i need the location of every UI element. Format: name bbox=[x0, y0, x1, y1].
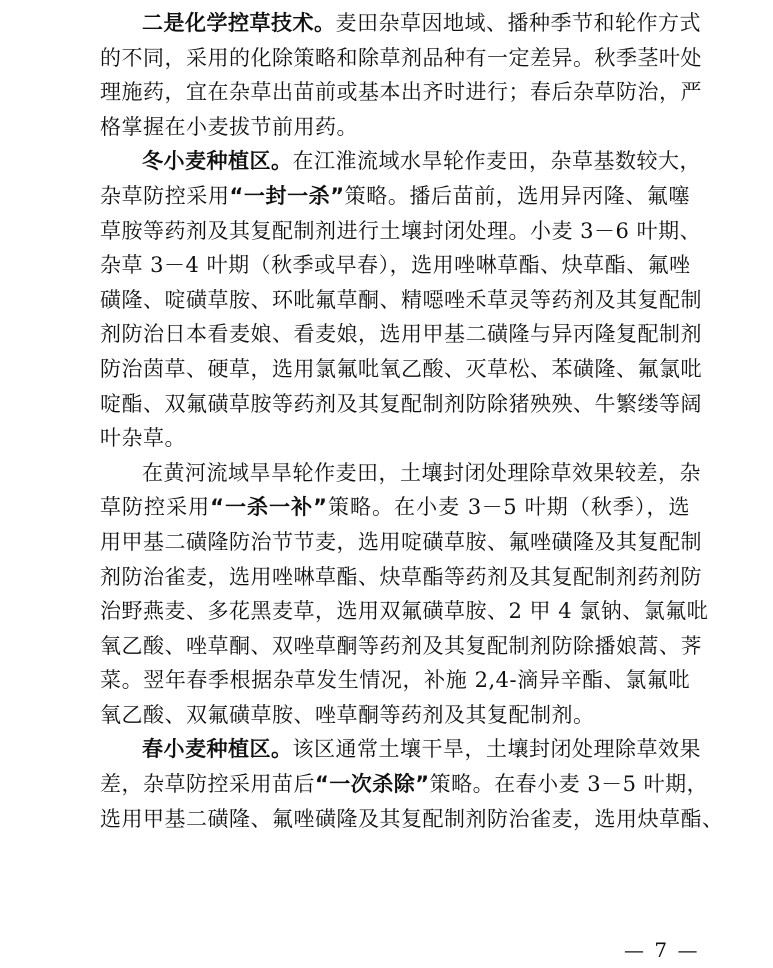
paragraph-chemical-weed-control bbox=[100, 0, 702, 144]
bold-strategy: “一次杀除” bbox=[315, 772, 430, 797]
text-line: 格掌握在小麦拔节前用药。 bbox=[100, 114, 358, 139]
bold-heading: 二是化学控草技术。 bbox=[142, 11, 336, 35]
bold-heading: 春小麦种植区。 bbox=[142, 737, 293, 762]
text-line: 在黄河流域旱旱轮作麦田，土壤封闭处理除草效果较差，杂 bbox=[142, 460, 701, 485]
text-line: 氧乙酸、双氟磺草胺、唑草酮等药剂及其复配制剂。 bbox=[100, 702, 595, 727]
text-line: 差，杂草防控采用苗后“一次杀除”策略。在春小麦 3－5 叶期， bbox=[100, 772, 709, 797]
text-line: 氧乙酸、唑草酮、双唑草酮等药剂及其复配制剂防除播娘蒿、荠 bbox=[100, 633, 702, 658]
paragraph-yellow-river bbox=[100, 456, 709, 733]
document-page bbox=[100, 0, 724, 836]
text-line: 春小麦种植区。该区通常土壤干旱，土壤封闭处理除草效果 bbox=[142, 737, 701, 762]
text-line: 理施药，宜在杂草出苗前或基本出齐时进行；春后杂草防治，严 bbox=[100, 80, 702, 105]
text-line: 草胺等药剂及其复配制剂进行土壤封闭处理。小麦 3－6 叶期、 bbox=[100, 218, 702, 243]
bold-strategy: “一封一杀” bbox=[229, 183, 345, 208]
paragraph-winter-wheat bbox=[100, 144, 702, 455]
text-line: 用甲基二磺隆防治节节麦，选用啶磺草胺、氟唑磺隆及其复配制 bbox=[100, 529, 702, 554]
text-line: 草防控采用“一杀一补”策略。在小麦 3－5 叶期（秋季），选 bbox=[100, 495, 690, 520]
text-line: 剂防治日本看麦娘、看麦娘，选用甲基二磺隆与异丙隆复配制剂 bbox=[100, 322, 702, 347]
text-line: 杂草防控采用“一封一杀”策略。播后苗前，选用异丙隆、氟噻 bbox=[100, 183, 690, 208]
text-line: 剂防治雀麦，选用唑啉草酯、炔草酯等药剂及其复配制剂药剂防 bbox=[100, 564, 702, 589]
text-line: 叶杂草。 bbox=[100, 426, 186, 451]
text-line: 的不同，采用的化除策略和除草剂品种有一定差异。秋季茎叶处 bbox=[100, 45, 702, 70]
text-line: 冬小麦种植区。在江淮流域水旱轮作麦田，杂草基数较大， bbox=[142, 149, 701, 174]
text-line: 磺隆、啶磺草胺、环吡氟草酮、精噁唑禾草灵等药剂及其复配制 bbox=[100, 287, 702, 312]
paragraph-spring-wheat bbox=[100, 732, 724, 836]
bold-heading: 冬小麦种植区。 bbox=[142, 149, 293, 174]
text-line: 防治茵草、硬草，选用氯氟吡氧乙酸、灭草松、苯磺隆、氟氯吡 bbox=[100, 356, 702, 381]
page-number: — 7 — bbox=[624, 938, 700, 962]
text-line: 二是化学控草技术。麦田杂草因地域、播种季节和轮作方式 bbox=[142, 11, 701, 35]
text-line: 选用甲基二磺隆、氟唑磺隆及其复配制剂防治雀麦，选用炔草酯、 bbox=[100, 806, 724, 831]
text-line: 治野燕麦、多花黑麦草，选用双氟磺草胺、2 甲 4 氯钠、氯氟吡 bbox=[100, 599, 709, 624]
bold-strategy: “一杀一补” bbox=[210, 495, 328, 520]
text-line: 啶酯、双氟磺草胺等药剂及其复配制剂防除猪殃殃、牛繁缕等阔 bbox=[100, 391, 702, 416]
text-line: 杂草 3－4 叶期（秋季或早春），选用唑啉草酯、炔草酯、氟唑 bbox=[100, 253, 691, 278]
text-line: 菜。翌年春季根据杂草发生情况，补施 2,4-滴异辛酯、氯氟吡 bbox=[100, 668, 690, 693]
